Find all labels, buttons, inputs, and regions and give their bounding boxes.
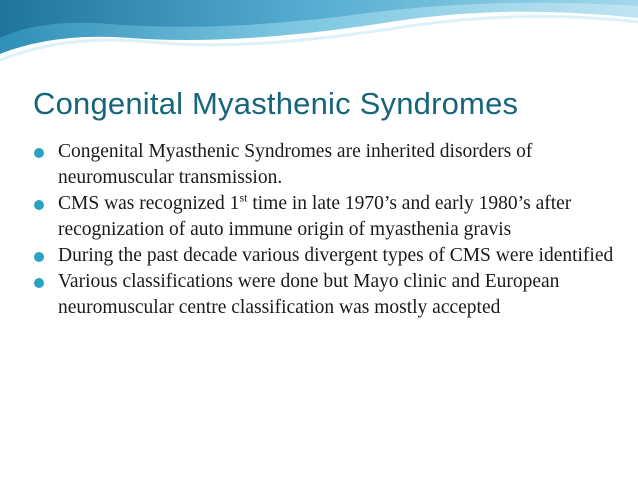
bullet-text-part: time in late 1970’s and early 1980’s after recognization of auto immune origin of myasthenia gravis: [58, 193, 572, 240]
decorative-wave-band: [0, 0, 638, 80]
bullet-dot-icon: [34, 278, 44, 288]
bullet-text: During the past decade various divergent types of CMS were identified: [58, 245, 614, 266]
bullet-text: Various classifications were done but Mayo clinic and European neuromuscular centre classification was mostly accepted: [58, 271, 560, 318]
bullet-text: [58, 190, 572, 240]
bullet-list: [33, 139, 618, 321]
bullet-text: Congenital Myasthenic Syndromes are inherited disorders of neuromuscular transmission.: [58, 141, 533, 188]
bullet-dot-icon: [34, 200, 44, 210]
slide-title: Congenital Myasthenic Syndromes: [33, 86, 519, 121]
bullet-item: [33, 139, 618, 191]
bullet-item: [33, 243, 618, 269]
bullet-text-part: CMS was recognized 1: [58, 193, 240, 214]
bullet-dot-icon: [34, 148, 44, 158]
bullet-item: [33, 191, 618, 243]
ordinal-superscript: st: [239, 190, 248, 205]
bullet-item: [33, 269, 618, 321]
bullet-dot-icon: [34, 252, 44, 262]
